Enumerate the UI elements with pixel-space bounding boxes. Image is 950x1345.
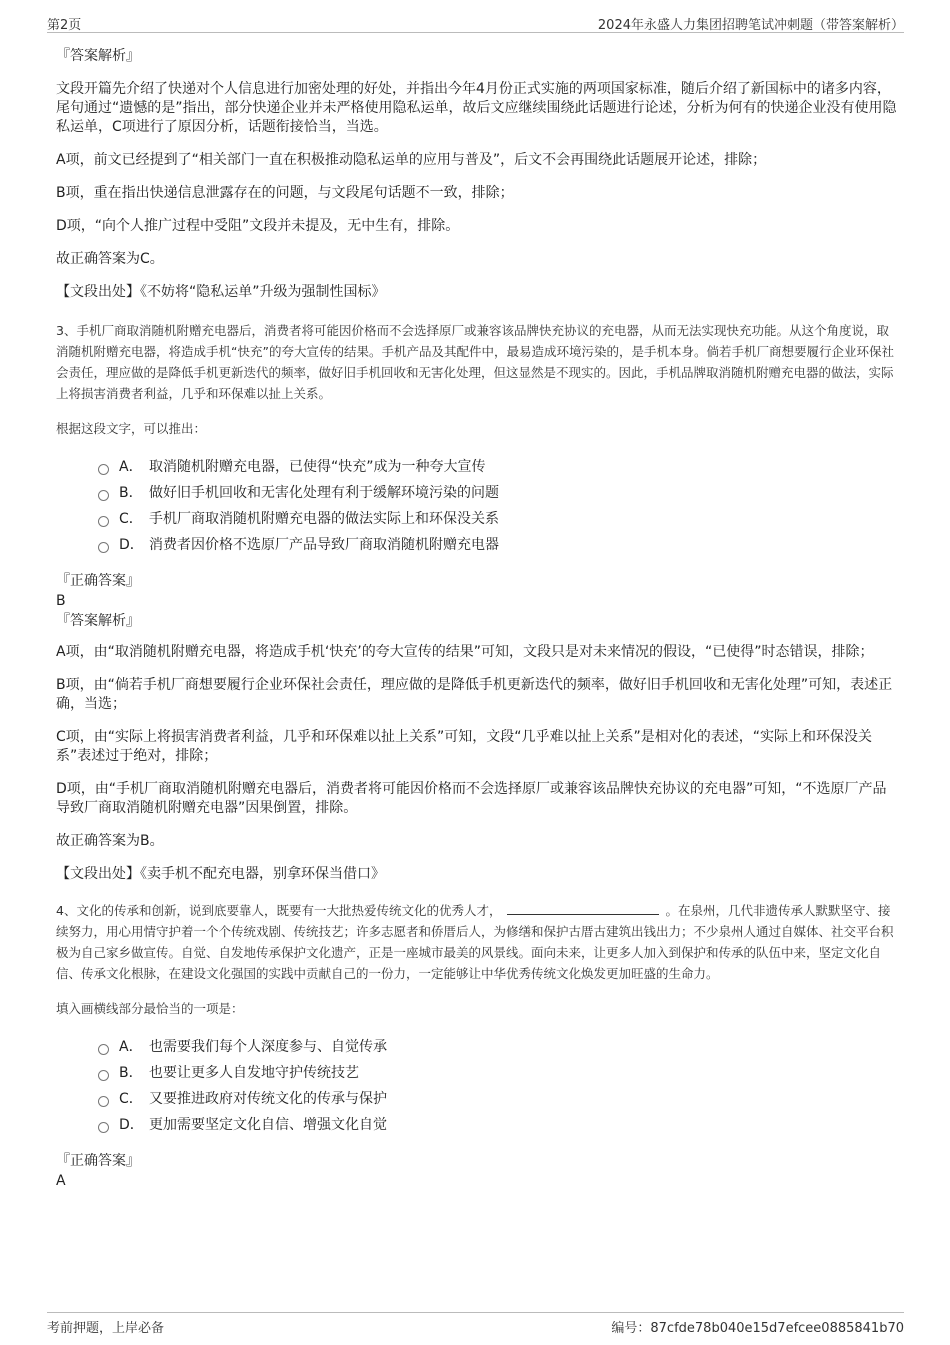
question-4-stem (56, 900, 898, 984)
radio-icon[interactable] (98, 1096, 109, 1107)
analysis-option-d: D项，由“手机厂商取消随机附赠充电器后，消费者将可能因价格而不会选择原厂或兼容该品牌快充协议的充电器”可知，“不选原厂产品导致厂商取消随机附赠充电器”因果倒置，排除。 (56, 781, 887, 816)
radio-icon[interactable] (98, 1070, 109, 1081)
analysis-option-b: B项，重在指出快递信息泄露存在的问题，与文段尾句话题不一致，排除； (56, 185, 514, 201)
document-title: 2024年永盛人力集团招聘笔试冲刺题（带答案解析） (597, 18, 904, 33)
option-letter: D． (119, 537, 144, 553)
option-letter: B． (119, 1065, 143, 1081)
analysis-option-d: D项，“向个人推广过程中受阻”文段并未提及，无中生有，排除。 (56, 218, 460, 234)
option-text: 手机厂商取消随机附赠充电器的做法实际上和环保没关系 (149, 511, 499, 527)
option-d[interactable] (98, 531, 898, 557)
page-header (47, 12, 904, 33)
page-footer (47, 1312, 904, 1335)
option-b[interactable] (98, 1059, 898, 1085)
option-text: 又要推进政府对传统文化的传承与保护 (149, 1091, 387, 1107)
radio-icon[interactable] (98, 490, 109, 501)
analysis-label: 『答案解析』 (56, 48, 140, 64)
fill-blank (507, 902, 659, 915)
option-letter: A． (119, 459, 143, 475)
radio-icon[interactable] (98, 1122, 109, 1133)
question-4-prompt: 填入画横线部分最恰当的一项是： (56, 1001, 244, 1016)
page-number: 第2页 (47, 18, 82, 33)
radio-icon[interactable] (98, 516, 109, 527)
analysis-option-b: B项，由“倘若手机厂商想要履行企业环保社会责任，理应做的是降低手机更新迭代的频率，做好旧手机回收和无害化处理”可知，表述正确，当选； (56, 677, 893, 712)
option-c[interactable] (98, 1085, 898, 1111)
question-3-prompt: 根据这段文字，可以推出： (56, 421, 207, 436)
analysis-intro: 文段开篇先介绍了快递对个人信息进行加密处理的好处，并指出今年4月份正式实施的两项国家标准，随后介绍了新国标中的诸多内容，尾句通过“遗憾的是”指出，部分快递企业并未严格使用隐私运单，故后文应继续围绕此话题进行论述，分析为何有的快递企业没有使用隐私运单，C项进行了原因分析，话题衔接恰当，当选。 (56, 81, 897, 135)
option-text: 消费者因价格不选原厂产品导致厂商取消随机附赠充电器 (149, 537, 499, 553)
option-b[interactable] (98, 479, 898, 505)
option-text: 更加需要坚定文化自信、增强文化自觉 (149, 1117, 387, 1133)
source-citation: 【文段出处】《卖手机不配充电器，别拿环保当借口》 (56, 866, 385, 882)
footer-slogan: 考前押题，上岸必备 (47, 1321, 165, 1336)
analysis-option-a: A项，前文已经提到了“相关部门一直在积极推动隐私运单的应用与普及”，后文不会再围绕此话题展开论述，排除； (56, 152, 767, 168)
analysis-option-c: C项，由“实际上将损害消费者利益，几乎和环保难以扯上关系”可知，文段“几乎难以扯上关系”是相对化的表述，“实际上和环保没关系”表述过于绝对，排除； (56, 729, 873, 764)
option-letter: D． (119, 1117, 144, 1133)
question-3-options (98, 453, 898, 557)
option-text: 取消随机附赠充电器，已使得“快充”成为一种夸大宣传 (149, 459, 486, 475)
analysis-conclusion: 故正确答案为B。 (56, 833, 164, 849)
option-letter: B． (119, 485, 143, 501)
option-letter: C． (119, 1091, 143, 1107)
question-3-stem: 3、手机厂商取消随机附赠充电器后，消费者将可能因价格而不会选择原厂或兼容该品牌快充协议的充电器，从而无法实现快充功能。从这个角度说，取消随机附赠充电器，将造成手机“快充”的夸大宣传的结果。手机产品及其配件中，最易造成环境污染的，是手机本身。倘若手机厂商想要履行企业环保社会责任，理应做的是降低手机更新迭代的频率，做好旧手机回收和无害化处理，但这显然是不现实的。因此，手机品牌取消随机附赠充电器的做法，实际上将损害消费者利益，几乎和环保难以扯上关系。 (56, 323, 894, 401)
radio-icon[interactable] (98, 1044, 109, 1055)
option-a[interactable] (98, 453, 898, 479)
option-c[interactable] (98, 505, 898, 531)
page-content (56, 46, 898, 1191)
correct-answer-label: 『正确答案』 (56, 1153, 140, 1169)
source-citation: 【文段出处】《不妨将“隐私运单”升级为强制性国标》 (56, 284, 386, 300)
option-letter: A． (119, 1039, 143, 1055)
correct-answer: A (56, 1173, 66, 1189)
analysis-label: 『答案解析』 (56, 613, 140, 629)
radio-icon[interactable] (98, 542, 109, 553)
radio-icon[interactable] (98, 464, 109, 475)
correct-answer: B (56, 593, 66, 609)
stem-before: 4、文化的传承和创新，说到底要靠人，既要有一大批热爱传统文化的优秀人才， (56, 903, 502, 918)
stem-after: 。在泉州，几代非遗传承人默默坚守、接续努力，用心用情守护着一个个传统戏剧、传统技艺；许多志愿者和侨厝后人，为修缮和保护古厝古建筑出钱出力；不少泉州人通过自媒体、社交平台积极为自己家乡做宣传。自觉、自发地传承保护文化遗产，正是一座城市最美的风景线。面向未来，让更多人加入到保护和传承的队伍中来，坚定文化自信、传承文化根脉，在建设文化强国的实践中贡献自己的一份力，一定能够让中华优秀传统文化焕发更加旺盛的生命力。 (56, 903, 894, 981)
analysis-conclusion: 故正确答案为C。 (56, 251, 164, 267)
option-d[interactable] (98, 1111, 898, 1137)
option-text: 也需要我们每个人深度参与、自觉传承 (149, 1039, 387, 1055)
document-code: 编号：87cfde78b040e15d7efcee0885841b70 (611, 1321, 904, 1336)
option-text: 做好旧手机回收和无害化处理有利于缓解环境污染的问题 (149, 485, 499, 501)
correct-answer-label: 『正确答案』 (56, 573, 140, 589)
question-4-options (98, 1033, 898, 1137)
option-text: 也要让更多人自发地守护传统技艺 (149, 1065, 359, 1081)
option-letter: C． (119, 511, 143, 527)
analysis-option-a: A项，由“取消随机附赠充电器，将造成手机‘快充’的夸大宣传的结果”可知，文段只是对未来情况的假设，“已使得”时态错误，排除； (56, 644, 874, 660)
option-a[interactable] (98, 1033, 898, 1059)
